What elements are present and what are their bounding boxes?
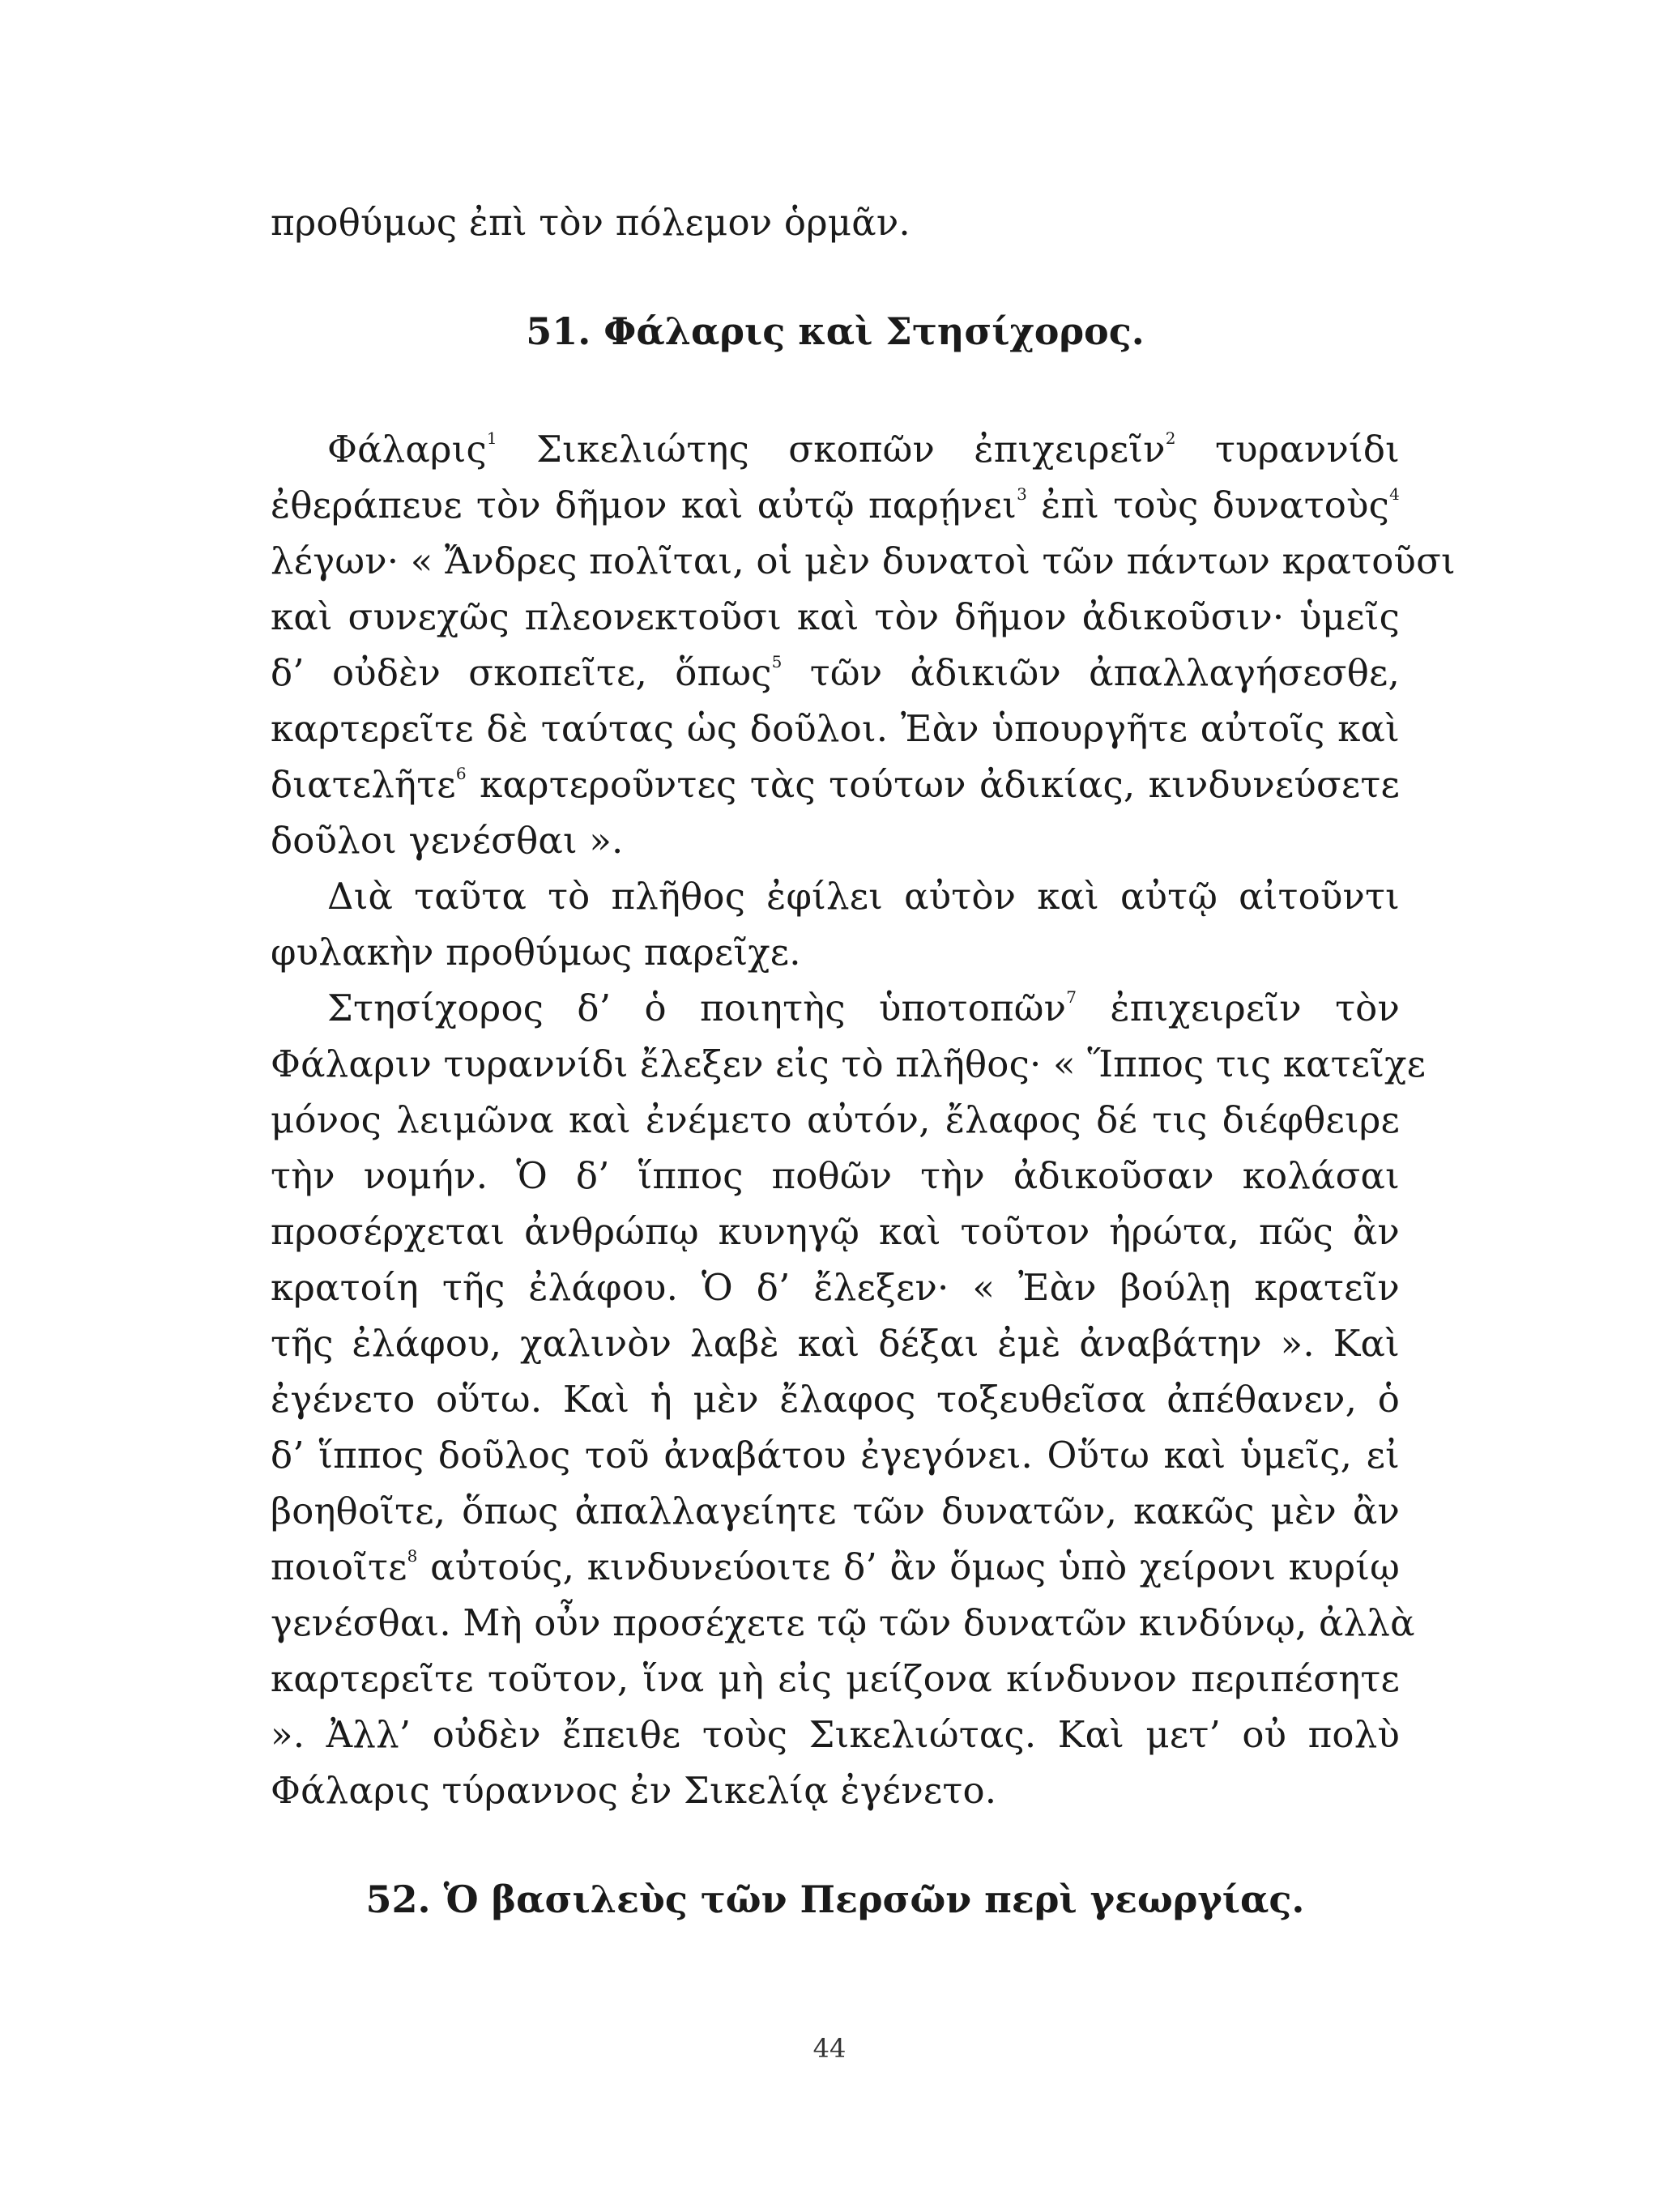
text-line	[271, 1539, 1400, 1595]
text-run: δ’ οὐδὲν σκοπεῖτε, ὅπως	[271, 651, 772, 694]
text-line: ἐγένετο οὕτω. Καὶ ἡ μὲν ἔλαφος τοξευθεῖσα ἀπέθανεν, ὁ	[271, 1378, 1400, 1421]
text-run: τῶν ἀδικιῶν ἀπαλλαγήσεσθε,	[782, 651, 1401, 694]
footnote-marker: 2	[1165, 428, 1176, 448]
section-51-heading: 51. Φάλαρις καὶ Στησίχορος.	[526, 309, 1145, 353]
text-line: προθύμως ἐπὶ τὸν πόλεμον ὁρμᾶν.	[271, 201, 911, 244]
text-line: φυλακὴν προθύμως παρεῖχε.	[271, 931, 801, 974]
text-line: γενέσθαι. Μὴ οὖν προσέχετε τῷ τῶν δυνατῶν κινδύνῳ, ἀλλὰ	[271, 1601, 1415, 1644]
page-number: 44	[812, 2033, 847, 2064]
text-run: Φάλαρις	[327, 428, 487, 471]
text-line: καὶ συνεχῶς πλεονεκτοῦσι καὶ τὸν δῆμον ἀδικοῦσιν· ὑμεῖς	[271, 595, 1400, 638]
text-run: ποιοῖτε	[271, 1545, 407, 1588]
text-run: καρτεροῦντες τὰς τούτων ἀδικίας, κινδυνεύσετε	[466, 763, 1400, 806]
section-52-heading: 52. Ὁ βασιλεὺς τῶν Περσῶν περὶ γεωργίας.	[365, 1877, 1305, 1921]
text-line	[271, 980, 1400, 1036]
text-line: προσέρχεται ἀνθρώπῳ κυνηγῷ καὶ τοῦτον ἠρώτα, πῶς ἂν	[271, 1210, 1400, 1253]
text-line: ». Ἀλλ’ οὐδὲν ἔπειθε τοὺς Σικελιώτας. Καὶ μετ’ οὐ πολὺ	[271, 1713, 1400, 1756]
text-line	[271, 421, 1400, 477]
text-line: Φάλαρις τύραννος ἐν Σικελίᾳ ἐγένετο.	[271, 1769, 997, 1812]
text-line: δοῦλοι γενέσθαι ».	[271, 819, 624, 862]
text-line	[271, 645, 1400, 701]
text-line: καρτερεῖτε δὲ ταύτας ὡς δοῦλοι. Ἐὰν ὑπουργῆτε αὐτοῖς καὶ	[271, 707, 1400, 750]
text-line: μόνος λειμῶνα καὶ ἐνέμετο αὐτόν, ἔλαφος δέ τις διέφθειρε	[271, 1098, 1400, 1141]
footnote-marker: 5	[771, 652, 783, 671]
text-line: βοηθοῖτε, ὅπως ἀπαλλαγείητε τῶν δυνατῶν, κακῶς μὲν ἂν	[271, 1490, 1400, 1532]
text-run: Σικελιώτης σκοπῶν ἐπιχειρεῖν	[497, 428, 1166, 471]
text-run: ἐπὶ τοὺς δυνατοὺς	[1027, 484, 1390, 526]
footnote-marker: 4	[1389, 484, 1400, 504]
opening-paragraph	[271, 194, 1400, 250]
text-line: τῆς ἐλάφου, χαλινὸν λαβὲ καὶ δέξαι ἐμὲ ἀναβάτην ». Καὶ	[271, 1322, 1400, 1365]
text-line: καρτερεῖτε τοῦτον, ἵνα μὴ εἰς μείζονα κίνδυνον περιπέσητε	[271, 1657, 1400, 1700]
footnote-marker: 3	[1017, 484, 1028, 504]
text-line: Φάλαριν τυραννίδι ἔλεξεν εἰς τὸ πλῆθος· « Ἵππος τις κατεῖχε	[271, 1042, 1427, 1085]
text-run: αὐτούς, κινδυνεύοιτε δ’ ἂν ὅμως ὑπὸ χείρονι κυρίῳ	[417, 1545, 1400, 1588]
text-line: δ’ ἵππος δοῦλος τοῦ ἀναβάτου ἐγεγόνει. Οὕτω καὶ ὑμεῖς, εἰ	[271, 1434, 1400, 1477]
text-line: Διὰ ταῦτα τὸ πλῆθος ἐφίλει αὐτὸν καὶ αὐτῷ αἰτοῦντι	[327, 875, 1400, 918]
text-run: τυραννίδι	[1175, 428, 1400, 471]
text-line: τὴν νομήν. Ὁ δ’ ἵππος ποθῶν τὴν ἀδικοῦσαν κολάσαι	[271, 1154, 1400, 1197]
text-line: κρατοίη τῆς ἐλάφου. Ὁ δ’ ἔλεξεν· « Ἐὰν βούλῃ κρατεῖν	[271, 1266, 1400, 1309]
section-51-body	[271, 421, 1456, 1818]
text-line	[271, 757, 1400, 812]
text-run: ἐπιχειρεῖν τὸν	[1077, 987, 1401, 1029]
text-run: διατελῆτε	[271, 763, 456, 806]
text-run: ἐθεράπευε τὸν δῆμον καὶ αὐτῷ παρῄνει	[271, 484, 1017, 526]
text-run: Στησίχορος δ’ ὁ ποιητὴς ὑποτοπῶν	[327, 987, 1067, 1029]
text-line: λέγων· « Ἄνδρες πολῖται, οἱ μὲν δυνατοὶ τῶν πάντων κρατοῦσι	[271, 539, 1456, 582]
footnote-marker: 6	[455, 764, 467, 783]
footnote-marker: 1	[486, 428, 497, 448]
text-line	[271, 477, 1400, 533]
footnote-marker: 8	[407, 1546, 418, 1566]
footnote-marker: 7	[1066, 987, 1077, 1007]
